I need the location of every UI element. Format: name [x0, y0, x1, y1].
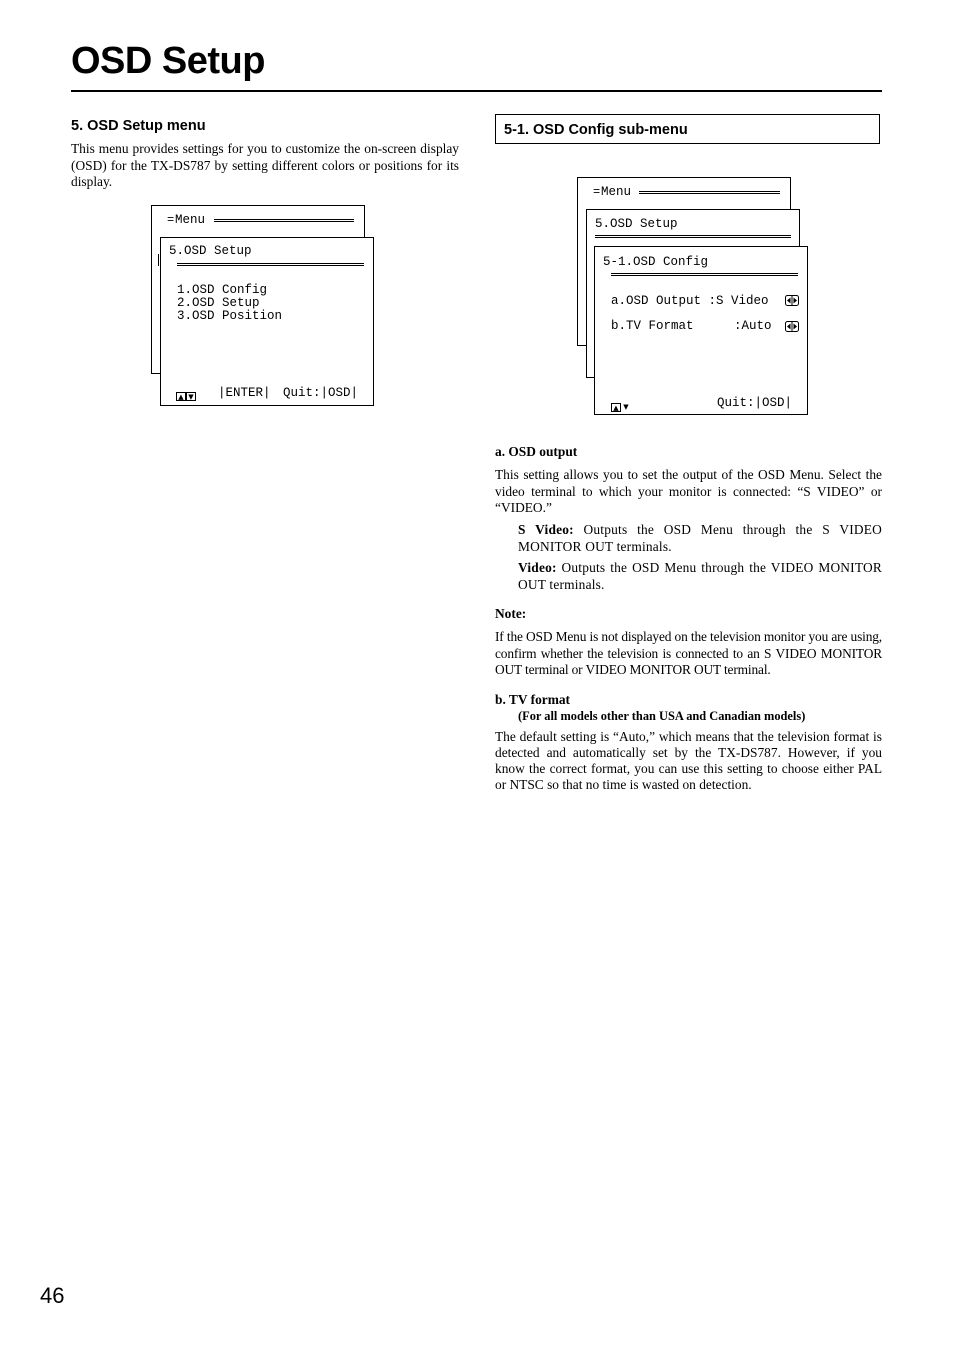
svideo-text: Outputs the OSD Menu through the S VIDEO MONITOR OUT terminals.	[518, 522, 882, 554]
enter-key-label: |ENTER|	[218, 386, 271, 400]
menu-title-rule	[639, 191, 780, 194]
note-body: If the OSD Menu is not displayed on the television monitor you are using, confirm whether the television is connected to an S VIDEO MONITOR OUT terminal or VIDEO MONITOR OUT terminal.	[495, 629, 882, 677]
section-body-osd-setup-menu: This menu provides settings for you to customize the on-screen display (OSD) for the TX-DS787 by setting different colors or positions for its display.	[71, 141, 459, 189]
config-osd-setup-title: 5.OSD Setup	[595, 217, 678, 231]
osd-setup-title-rule	[177, 263, 364, 266]
osd-config-title-rule	[611, 273, 798, 276]
osd-setup-item-2: 2.OSD Setup	[177, 296, 260, 310]
menu-marker: =	[593, 185, 601, 199]
page-title: OSD Setup	[71, 40, 265, 82]
tv-format-body: The default setting is “Auto,” which means that the television format is detected and automatically set by the TX-DS787. However, if you know the correct format, you can use this setting to choose either PAL or NTSC so that no time is wasted on detection.	[495, 729, 882, 792]
osd-output-row: a.OSD Output :S Video	[611, 294, 769, 308]
up-down-keys-icon: ▲ ▼	[611, 398, 631, 416]
up-down-keys-icon: ▲ ▼	[176, 387, 196, 405]
section-heading-osd-setup-menu: 5. OSD Setup menu	[71, 118, 206, 134]
osd-setup-window-title: 5.OSD Setup	[169, 244, 252, 258]
section-box-osd-config	[495, 114, 880, 144]
video-description	[518, 560, 882, 593]
note-heading: Note:	[495, 606, 527, 621]
quit-osd-label: Quit:|OSD|	[283, 386, 359, 400]
tv-format-heading: b. TV format	[495, 692, 571, 707]
config-menu-back-title: Menu	[601, 185, 632, 199]
osd-setup-window	[160, 237, 374, 406]
svideo-label: S Video:	[518, 522, 574, 537]
svideo-description	[518, 522, 882, 555]
tv-format-subheading: (For all models other than USA and Canadian models)	[518, 709, 806, 723]
video-label: Video:	[518, 560, 557, 575]
osd-setup-item-3: 3.OSD Position	[177, 309, 283, 323]
section-heading-osd-config-submenu: 5-1. OSD Config sub-menu	[504, 122, 688, 138]
osd-output-body: This setting allows you to set the output of the OSD Menu. Select the video terminal to which your monitor is connected: “S VIDEO” or “VIDEO.”	[495, 467, 882, 515]
tv-format-value: :Auto	[734, 319, 772, 333]
osd-output-heading: a. OSD output	[495, 444, 578, 459]
menu-back-title: Menu	[175, 213, 206, 227]
osd-setup-item-1: 1.OSD Config	[177, 283, 268, 297]
menu-marker: =	[167, 213, 175, 227]
left-right-arrows-icon	[785, 321, 799, 332]
title-rule	[71, 90, 882, 92]
quit-osd-label: Quit:|OSD|	[717, 396, 793, 410]
left-right-arrows-icon	[785, 295, 799, 306]
menu-title-rule	[214, 219, 354, 222]
osd-config-window-title: 5-1.OSD Config	[603, 255, 709, 269]
page-number: 46	[40, 1283, 65, 1308]
osd-setup-title-rule	[595, 235, 791, 238]
osd-config-window	[594, 246, 808, 415]
tv-format-label: b.TV Format	[611, 319, 694, 333]
video-text: Outputs the OSD Menu through the VIDEO MONITOR OUT terminals.	[518, 560, 882, 592]
menu-back-tick	[158, 254, 159, 266]
